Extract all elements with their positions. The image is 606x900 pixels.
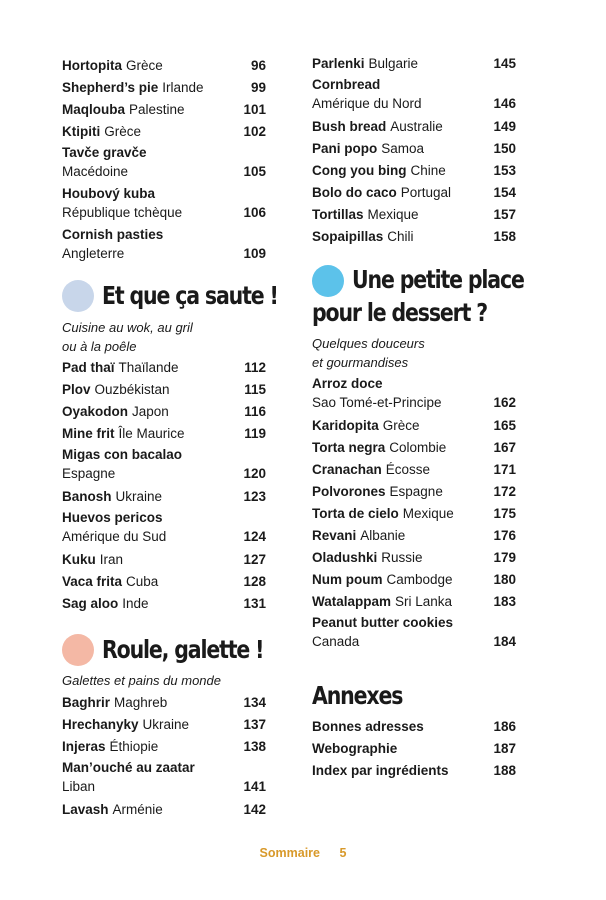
country-name: Ukraine xyxy=(115,489,163,504)
page-number: 171 xyxy=(493,462,516,477)
dish-name: Webographie xyxy=(312,741,398,756)
toc-entry[interactable] xyxy=(312,547,516,569)
page-number: 162 xyxy=(493,395,516,410)
page-number: 172 xyxy=(493,484,516,499)
footer-label: Sommaire xyxy=(259,846,320,860)
country-name: Mexique xyxy=(367,207,419,222)
page-number: 138 xyxy=(243,739,266,754)
page-number: 150 xyxy=(493,141,516,156)
country-name: Amérique du Sud xyxy=(62,529,167,544)
country-name: Angleterre xyxy=(62,246,125,261)
page-number: 120 xyxy=(243,466,266,481)
page-number: 146 xyxy=(493,96,516,111)
page-number: 105 xyxy=(243,164,266,179)
country-name: Espagne xyxy=(389,484,443,499)
dish-name: Sag aloo xyxy=(62,596,119,611)
country-name: Ukraine xyxy=(142,717,190,732)
dish-name: Hrechanyky xyxy=(62,717,139,732)
section-title: Et que ça saute ! xyxy=(102,281,278,310)
toc-entry[interactable] xyxy=(312,481,516,503)
toc-entry[interactable] xyxy=(62,121,266,143)
dish-name: Watalappam xyxy=(312,594,392,609)
page-number: 96 xyxy=(250,58,266,73)
page-number: 101 xyxy=(243,102,266,117)
dish-name: Baghrir xyxy=(62,695,111,710)
dish-name: Tavče gravče xyxy=(62,145,147,160)
country-name: Iran xyxy=(99,552,124,567)
section-heading-annexes xyxy=(312,679,516,712)
toc-entry[interactable] xyxy=(312,503,516,525)
toc-entry[interactable] xyxy=(62,571,266,593)
page-number: 158 xyxy=(493,229,516,244)
page-number: 124 xyxy=(243,529,266,544)
country-name: Japon xyxy=(132,404,169,419)
page-number: 102 xyxy=(243,124,266,139)
toc-entry[interactable] xyxy=(312,75,516,113)
country-name: Île Maurice xyxy=(118,426,185,441)
toc-entry[interactable] xyxy=(62,379,266,401)
page-number: 165 xyxy=(493,418,516,433)
page-number: 187 xyxy=(493,741,516,756)
dish-name: Pani popo xyxy=(312,141,378,156)
section-heading-galette xyxy=(62,633,266,666)
dish-name: Houbový kuba xyxy=(62,186,156,201)
section-subtitle xyxy=(62,318,266,356)
toc-entry[interactable] xyxy=(312,716,516,738)
country-name: Cuba xyxy=(126,574,159,589)
page-number: 109 xyxy=(243,246,266,261)
toc-entry[interactable] xyxy=(312,760,516,782)
toc-entry[interactable] xyxy=(312,459,516,481)
toc-entry[interactable] xyxy=(62,486,266,508)
dish-name: Cornbread xyxy=(312,77,381,92)
page-number: 153 xyxy=(493,163,516,178)
dish-name: Cranachan xyxy=(312,462,382,477)
page-number: 183 xyxy=(493,594,516,609)
toc-entry[interactable] xyxy=(312,204,516,226)
toc-entry[interactable] xyxy=(312,374,516,412)
toc-entry[interactable] xyxy=(312,613,516,651)
dish-name: Cornish pasties xyxy=(62,227,164,242)
page-number: 154 xyxy=(493,185,516,200)
country-name: Russie xyxy=(381,550,423,565)
toc-entry[interactable] xyxy=(62,692,266,714)
country-name: Éthiopie xyxy=(109,739,159,754)
page-number: 149 xyxy=(493,119,516,134)
page-number: 116 xyxy=(244,404,266,419)
page-number: 137 xyxy=(243,717,266,732)
page-number: 186 xyxy=(493,719,516,734)
country-name: Macédoine xyxy=(62,164,129,179)
dish-name: Lavash xyxy=(62,802,109,817)
page-number: 184 xyxy=(493,634,516,649)
toc-entry[interactable] xyxy=(62,423,266,445)
toc-entry[interactable] xyxy=(62,184,266,222)
section-subtitle xyxy=(312,334,516,372)
page-number: 112 xyxy=(244,360,266,375)
section-title: Roule, galette ! xyxy=(102,635,264,664)
toc-entry[interactable] xyxy=(62,55,266,77)
country-name: Grèce xyxy=(382,418,420,433)
country-name: Liban xyxy=(62,779,96,794)
pink-dot-icon xyxy=(62,634,94,666)
country-name: Arménie xyxy=(112,802,163,817)
dish-name: Shepherd’s pie xyxy=(62,80,159,95)
dish-name: Peanut butter cookies xyxy=(312,615,454,630)
page-number: 119 xyxy=(244,426,266,441)
toc-entry[interactable] xyxy=(62,736,266,758)
dish-name: Oyakodon xyxy=(62,404,129,419)
toc-entry[interactable] xyxy=(62,357,266,379)
dish-name: Polvorones xyxy=(312,484,386,499)
blue-dot-icon xyxy=(62,280,94,312)
toc-entry[interactable] xyxy=(312,738,516,760)
toc-entry[interactable] xyxy=(62,799,266,821)
country-name: Thaïlande xyxy=(118,360,179,375)
page-number: 5 xyxy=(339,846,347,860)
country-name: Mexique xyxy=(402,506,454,521)
country-name: Sri Lanka xyxy=(395,594,453,609)
toc-entry[interactable] xyxy=(62,508,266,546)
cyan-dot-icon xyxy=(312,265,344,297)
section-heading-dessert xyxy=(312,263,524,329)
toc-entry[interactable] xyxy=(62,593,266,615)
section-heading-saute xyxy=(62,279,278,312)
country-name: Chine xyxy=(410,163,446,178)
page-number: 180 xyxy=(493,572,516,587)
dish-name: Huevos pericos xyxy=(62,510,163,525)
dish-name: Hortopita xyxy=(62,58,122,73)
dish-name: Arroz doce xyxy=(312,376,383,391)
dish-name: Oladushki xyxy=(312,550,378,565)
toc-entry[interactable] xyxy=(312,53,516,75)
toc-entry[interactable] xyxy=(312,138,516,160)
page-number: 115 xyxy=(244,382,266,397)
country-name: Irlande xyxy=(162,80,204,95)
subtitle-line-1: Quelques douceurs xyxy=(312,336,425,351)
dish-name: Cong you bing xyxy=(312,163,407,178)
toc-entry[interactable] xyxy=(312,591,516,613)
country-name: Amérique du Nord xyxy=(312,96,422,111)
page-footer xyxy=(0,846,606,860)
toc-entry[interactable] xyxy=(312,160,516,182)
dish-name: Torta negra xyxy=(312,440,386,455)
page-number: 175 xyxy=(493,506,516,521)
section-title: Annexes xyxy=(312,681,403,710)
page-number: 141 xyxy=(243,779,266,794)
page-number: 188 xyxy=(493,763,516,778)
toc-entry[interactable] xyxy=(62,99,266,121)
toc-entry[interactable] xyxy=(62,445,266,483)
page-number: 145 xyxy=(493,56,516,71)
page-number: 123 xyxy=(243,489,266,504)
page-number: 176 xyxy=(493,528,516,543)
page-number: 131 xyxy=(243,596,266,611)
dish-name: Migas con bacalao xyxy=(62,447,183,462)
country-name: Sao Tomé-et-Principe xyxy=(312,395,442,410)
dish-name: Injeras xyxy=(62,739,106,754)
subtitle-line-2: et gourmandises xyxy=(312,355,409,370)
toc-entry[interactable] xyxy=(62,225,266,263)
section-title-line-2: pour le dessert ? xyxy=(312,298,487,327)
toc-entry[interactable] xyxy=(312,525,516,547)
page-number: 128 xyxy=(243,574,266,589)
toc-entry[interactable] xyxy=(62,77,266,99)
page-number: 134 xyxy=(243,695,266,710)
dish-name: Banosh xyxy=(62,489,112,504)
page-number: 106 xyxy=(243,205,266,220)
toc-entry[interactable] xyxy=(312,226,516,248)
dish-name: Plov xyxy=(62,382,91,397)
section-subtitle xyxy=(62,671,266,690)
page-number: 99 xyxy=(250,80,266,95)
page-number: 142 xyxy=(243,802,266,817)
dish-name: Pad thaï xyxy=(62,360,115,375)
subtitle-line-1: Cuisine au wok, au gril xyxy=(62,320,193,335)
toc-entry[interactable] xyxy=(312,437,516,459)
page-number: 167 xyxy=(493,440,516,455)
dish-name: Vaca frita xyxy=(62,574,123,589)
country-name: Samoa xyxy=(381,141,425,156)
dish-name: Bolo do caco xyxy=(312,185,397,200)
country-name: Chili xyxy=(387,229,414,244)
section-title-line-1: Une petite place xyxy=(352,265,524,294)
dish-name: Num poum xyxy=(312,572,383,587)
country-name: Maghreb xyxy=(114,695,168,710)
dish-name: Tortillas xyxy=(312,207,364,222)
toc-entry[interactable] xyxy=(312,415,516,437)
dish-name: Revani xyxy=(312,528,357,543)
subtitle-line-2: ou à la poêle xyxy=(62,339,137,354)
dish-name: Sopaipillas xyxy=(312,229,384,244)
toc-entry[interactable] xyxy=(312,116,516,138)
country-name: Grèce xyxy=(126,58,163,73)
toc-entry[interactable] xyxy=(62,758,266,796)
toc-entry[interactable] xyxy=(62,143,266,181)
country-name: Ouzbékistan xyxy=(94,382,170,397)
dish-name: Kuku xyxy=(62,552,96,567)
dish-name: Torta de cielo xyxy=(312,506,399,521)
dish-name: Man’ouché au zaatar xyxy=(62,760,195,775)
toc-entry[interactable] xyxy=(312,569,516,591)
dish-name: Parlenki xyxy=(312,56,365,71)
country-name: Portugal xyxy=(400,185,452,200)
country-name: Cambodge xyxy=(386,572,453,587)
country-name: Espagne xyxy=(62,466,116,481)
country-name: Canada xyxy=(312,634,360,649)
country-name: Australie xyxy=(390,119,443,134)
toc-entry[interactable] xyxy=(62,401,266,423)
country-name: Bulgarie xyxy=(368,56,419,71)
country-name: Grèce xyxy=(104,124,142,139)
country-name: Albanie xyxy=(360,528,406,543)
dish-name: Bush bread xyxy=(312,119,387,134)
toc-entry[interactable] xyxy=(62,549,266,571)
page-number: 157 xyxy=(493,207,516,222)
dish-name: Index par ingrédients xyxy=(312,763,449,778)
country-name: Palestine xyxy=(129,102,185,117)
dish-name: Bonnes adresses xyxy=(312,719,424,734)
page-number: 127 xyxy=(243,552,266,567)
dish-name: Karidopita xyxy=(312,418,379,433)
subtitle-line-1: Galettes et pains du monde xyxy=(62,673,221,688)
country-name: Inde xyxy=(122,596,149,611)
country-name: Écosse xyxy=(385,462,431,477)
dish-name: Ktipiti xyxy=(62,124,101,139)
dish-name: Maqlouba xyxy=(62,102,125,117)
toc-entry[interactable] xyxy=(62,714,266,736)
toc-entry[interactable] xyxy=(312,182,516,204)
country-name: Colombie xyxy=(389,440,447,455)
dish-name: Mine frit xyxy=(62,426,115,441)
country-name: République tchèque xyxy=(62,205,183,220)
page-number: 179 xyxy=(493,550,516,565)
